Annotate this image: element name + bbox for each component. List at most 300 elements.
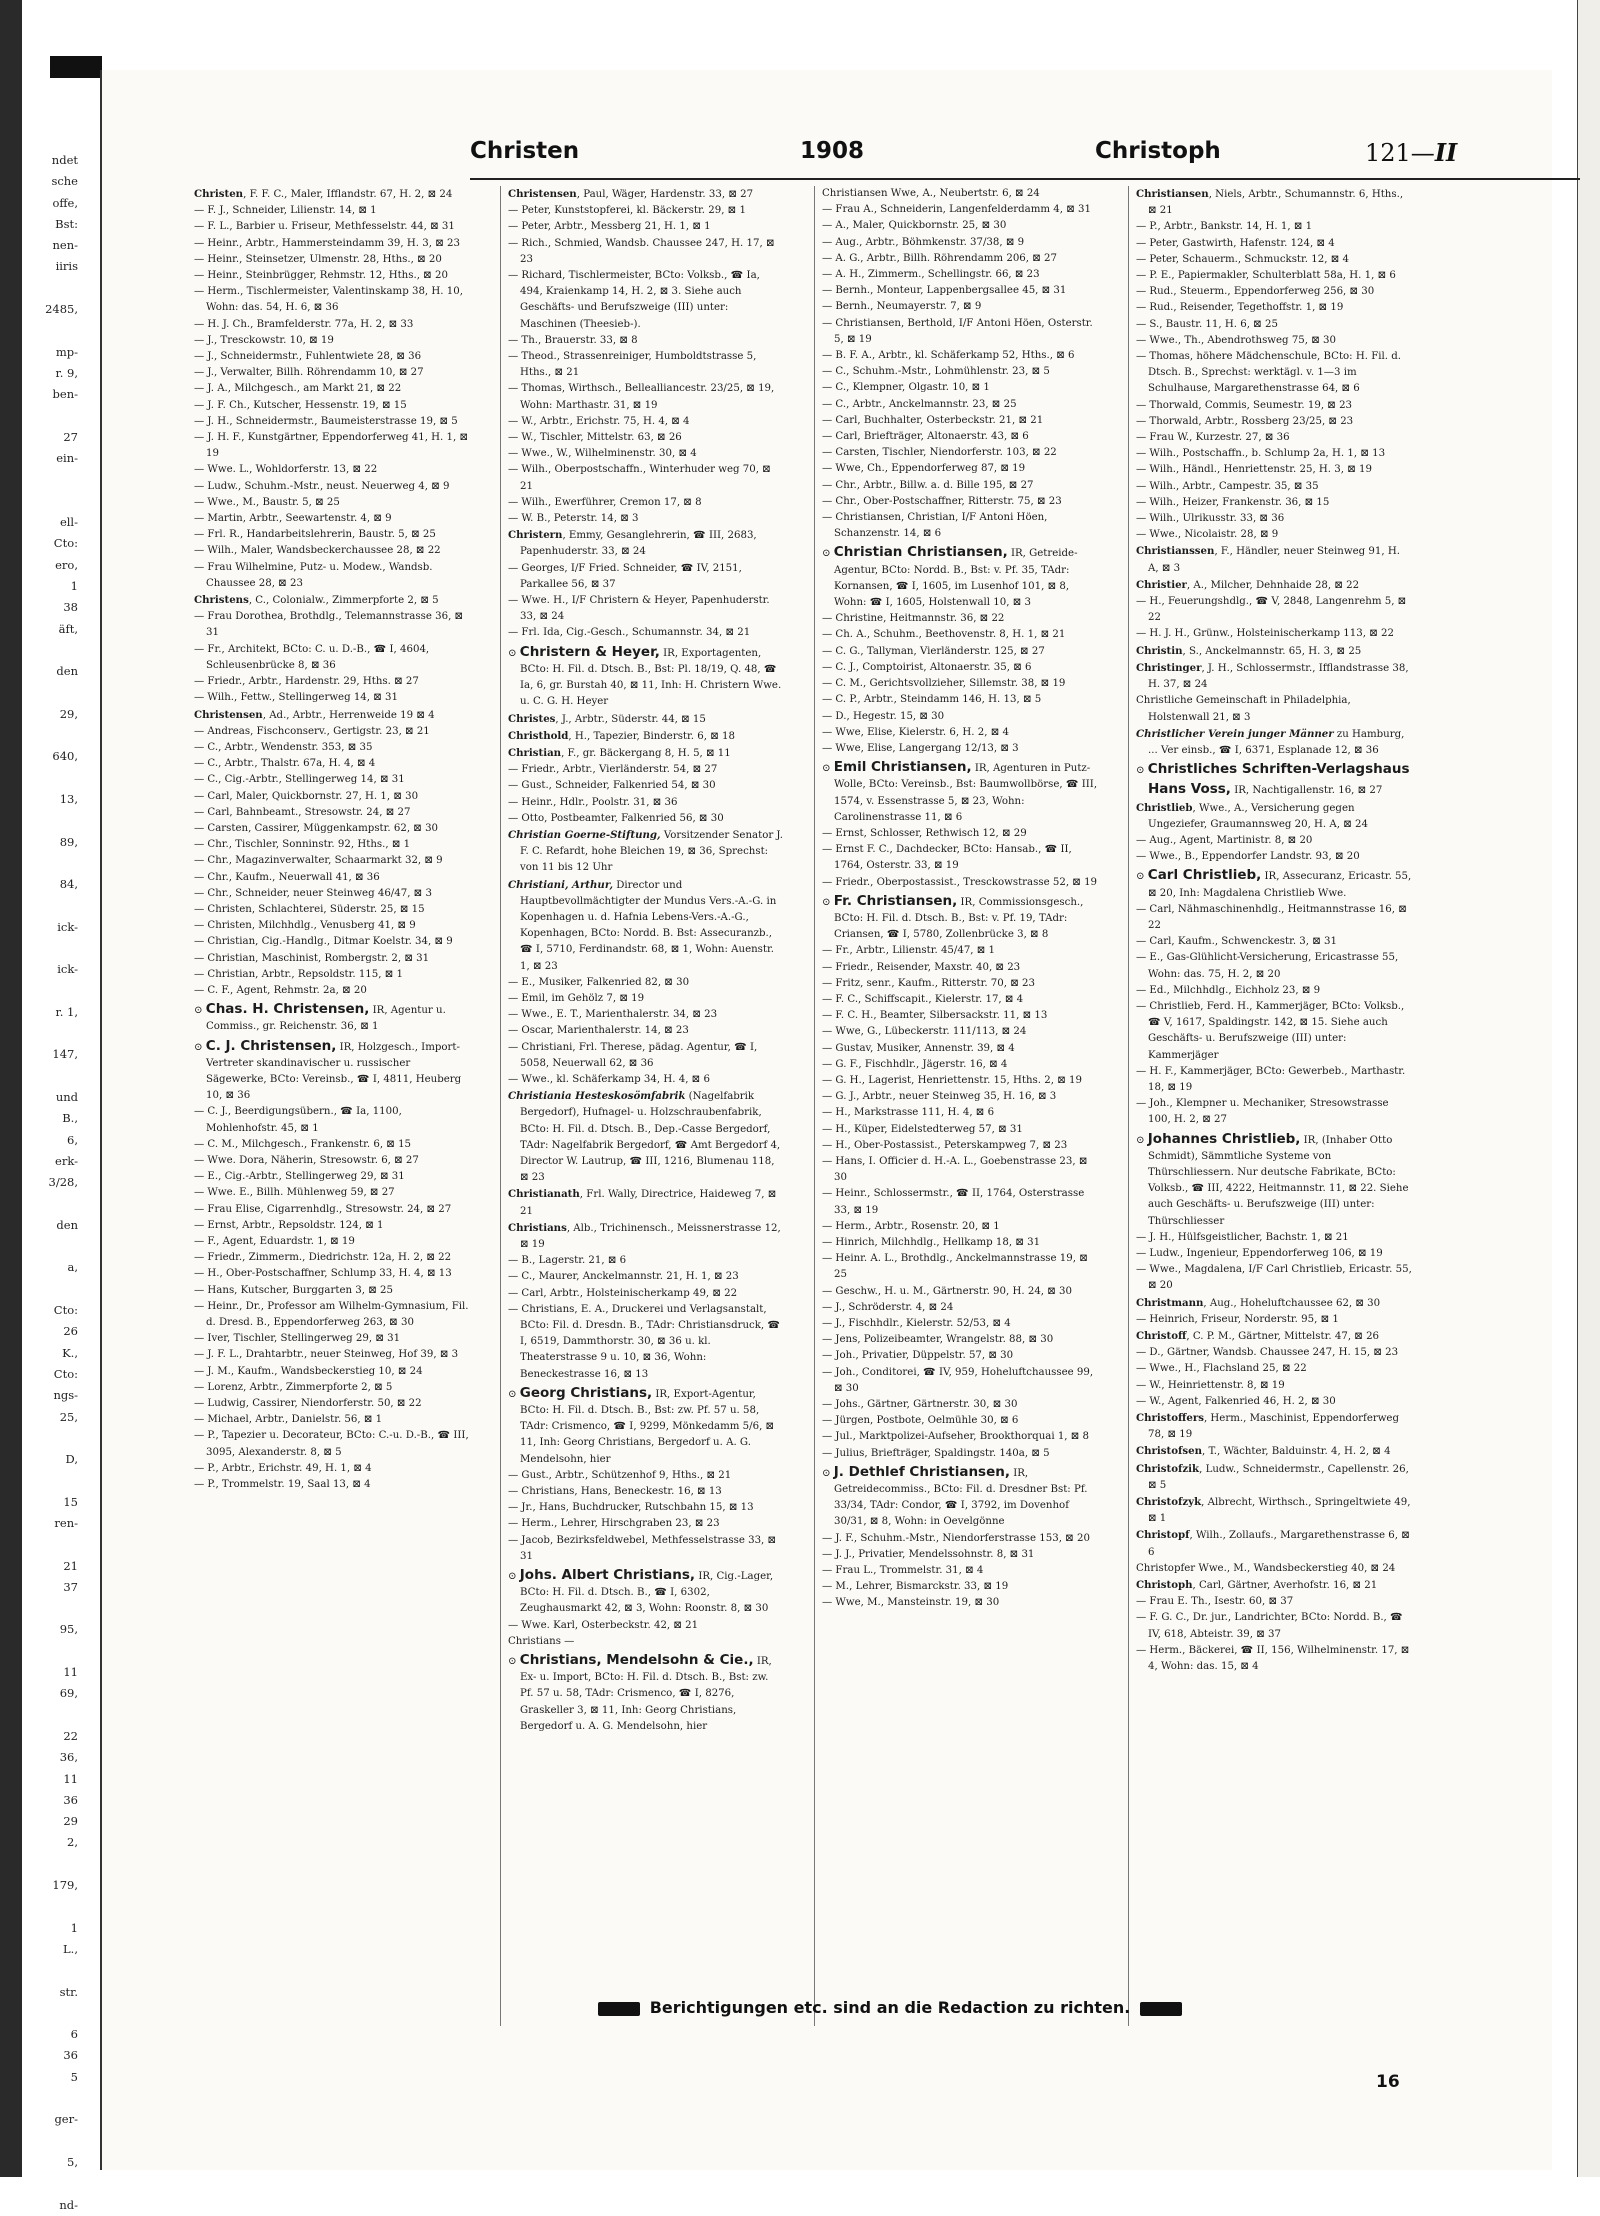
directory-entry: — Christian, Arbtr., Repsoldstr. 115, ⊠ 1 (194, 968, 403, 980)
margin-fragment (0, 1428, 78, 1449)
pointing-hand-icon (598, 2002, 640, 2016)
header-rule (470, 178, 1580, 180)
column-4 (1136, 186, 1412, 2026)
margin-fragment: 15 (63, 1494, 78, 1509)
directory-entry: — C. M., Gerichtsvollzieher, Sillemstr. 38, ⊠ 19 (822, 678, 1066, 690)
directory-entry: — Carl, Kaufm., Schwenckestr. 3, ⊠ 31 (1136, 936, 1337, 948)
directory-entry: — Chr., Tischler, Sonninstr. 92, Hths., ⊠ 1 (194, 839, 411, 851)
directory-entry: — Ernst, Arbtr., Repsoldstr. 124, ⊠ 1 (194, 1219, 384, 1231)
pointing-hand-icon (1140, 2002, 1182, 2016)
directory-entry: Christin, S., Anckelmannstr. 65, H. 3, ⊠ 25 (1136, 644, 1362, 657)
margin-fragment (0, 768, 78, 789)
directory-entry: — Heinr., Steinbrügger, Rehmstr. 12, Hths., ⊠ 20 (194, 270, 448, 282)
directory-entry: — Wilh., Fettw., Stellingerweg 14, ⊠ 31 (194, 692, 399, 704)
directory-entry: — Carl, Bahnbeamt., Stresowstr. 24, ⊠ 27 (194, 806, 411, 818)
directory-entry: ⊙ Christian Christiansen, IR, Getreide-Agentur, BCto: Nordd. B., Bst: v. Pf. 35, TAdr: Kornansen, ☎ I, 1605, im Lusenhof 101, ⊠ 8, Wohn: ☎ I, 1605, Holstenwall 10, ⊠ 3 (822, 544, 1078, 609)
directory-entry: Christliche Gemeinschaft in Philadelphia, Holstenwall 21, ⊠ 3 (1136, 695, 1351, 723)
directory-entry: Christern, Emmy, Gesanglehrerin, ☎ III, 2683, Papenhuderstr. 33, ⊠ 24 (508, 529, 757, 558)
directory-entry: ⊙ Christliches Schriften-Verlagshaus Hans Voss, IR, Nachtigallenstr. 16, ⊠ 27 (1136, 761, 1410, 798)
margin-fragment (0, 1470, 78, 1491)
directory-entry: — Wilh., Arbtr., Campestr. 35, ⊠ 35 (1136, 480, 1319, 492)
directory-entry: Christofsen, T., Wächter, Balduinstr. 4, H. 2, ⊠ 4 (1136, 1445, 1391, 1458)
margin-fragment: 22 (63, 1728, 78, 1743)
directory-entry: — Wilh., Oberpostschaffn., Winterhuder weg 70, ⊠ 21 (508, 464, 771, 492)
directory-entry: — Heinr., Schlossermstr., ☎ II, 1764, Osterstrasse 33, ⊠ 19 (822, 1188, 1085, 1216)
directory-entry: — F. J., Schneider, Lilienstr. 14, ⊠ 1 (194, 205, 377, 217)
directory-entry: — Gust., Arbtr., Schützenhof 9, Hths., ⊠ 21 (508, 1469, 732, 1481)
margin-fragment: ick- (57, 962, 78, 977)
directory-entry: — Heinrich, Friseur, Norderstr. 95, ⊠ 1 (1136, 1313, 1339, 1325)
directory-entry: — C., Klempner, Olgastr. 10, ⊠ 1 (822, 382, 990, 394)
directory-entry: Christianssen, F., Händler, neuer Steinweg 91, H. A, ⊠ 3 (1136, 545, 1400, 574)
directory-entry: — Ernst, Schlosser, Rethwisch 12, ⊠ 29 (822, 827, 1027, 839)
directory-entry: — Jürgen, Postbote, Oelmühle 30, ⊠ 6 (822, 1415, 1019, 1427)
directory-entry: Christianath, Frl. Wally, Directrice, Haideweg 7, ⊠ 21 (508, 1188, 777, 1217)
footer-text: Berichtigungen etc. sind an die Redaction zu richten. (649, 1998, 1131, 2017)
directory-entry: — Rich., Schmied, Wandsb. Chaussee 247, H. 17, ⊠ 23 (508, 237, 775, 265)
directory-entry: — W., Arbtr., Erichstr. 75, H. 4, ⊠ 4 (508, 415, 690, 427)
directory-entry: — Georges, I/F Fried. Schneider, ☎ IV, 2151, Parkallee 56, ⊠ 37 (508, 562, 742, 590)
column-divider (814, 186, 815, 2026)
directory-entry: Christoff, C. P. M., Gärtner, Mittelstr. 47, ⊠ 26 (1136, 1330, 1380, 1343)
directory-entry: ⊙ Chas. H. Christensen, IR, Agentur u. Commiss., gr. Reichenstr. 36, ⊠ 1 (194, 1001, 446, 1033)
directory-entry: — F. G. C., Dr. jur., Landrichter, BCto: Nordd. B., ☎ IV, 618, Abteistr. 39, ⊠ 37 (1136, 1612, 1403, 1640)
directory-entry: — Christen, Schlachterei, Süderstr. 25, ⊠ 15 (194, 903, 425, 915)
directory-entry: — Jens, Polizeibeamter, Wrangelstr. 88, ⊠ 30 (822, 1334, 1054, 1346)
directory-entry: — Wilh., Ulrikusstr. 33, ⊠ 36 (1136, 513, 1285, 525)
directory-entry: — Chr., Schneider, neuer Steinweg 46/47, ⊠ 3 (194, 887, 432, 899)
margin-fragment: 25, (59, 1409, 78, 1424)
column-2 (508, 186, 784, 2026)
directory-entry: — J. F. Ch., Kutscher, Hessenstr. 19, ⊠ 15 (194, 399, 407, 411)
directory-entry: — Joh., Klempner u. Mechaniker, Stresowstrasse 100, H. 2, ⊠ 27 (1136, 1098, 1389, 1126)
directory-entry: — Johs., Gärtner, Gärtnerstr. 30, ⊠ 30 (822, 1399, 1018, 1411)
directory-entry: — C. P., Arbtr., Steindamm 146, H. 13, ⊠ 5 (822, 694, 1042, 706)
directory-entry: — Chr., Arbtr., Billw. a. d. Bille 195, ⊠ 27 (822, 479, 1034, 491)
margin-fragment: 640, (52, 749, 78, 764)
sheet-number: 16 (1376, 2072, 1400, 2092)
margin-fragment: K., (62, 1345, 78, 1360)
directory-entry: Christlicher Verein junger Männer zu Hamburg, ... Ver einsb., ☎ I, 6371, Esplanade 12, ⊠ 36 (1136, 727, 1405, 756)
directory-entry: ⊙ Carl Christlieb, IR, Assecuranz, Ericastr. 55, ⊠ 20, Inh: Magdalena Christlieb Wwe. (1136, 867, 1412, 899)
directory-entry: — Carl, Briefträger, Altonaerstr. 43, ⊠ 6 (822, 431, 1029, 443)
header-last-name: Christoph (1095, 138, 1221, 164)
margin-fragment: 11 (63, 1665, 78, 1680)
directory-entry: — P. E., Papiermakler, Schulterblatt 58a, H. 1, ⊠ 6 (1136, 270, 1396, 282)
header-first-name: Christen (470, 138, 580, 164)
directory-entry: — Wwe, Elise, Kielerstr. 6, H. 2, ⊠ 4 (822, 726, 1009, 738)
directory-entry: — P., Trommelstr. 19, Saal 13, ⊠ 4 (194, 1479, 371, 1491)
margin-fragment: ben- (52, 387, 78, 402)
directory-entry: — C., Schuhm.-Mstr., Lohmühlenstr. 23, ⊠ 5 (822, 366, 1050, 378)
margin-fragment (0, 1960, 78, 1981)
margin-fragment (0, 725, 78, 746)
directory-entry: — Christlieb, Ferd. H., Kammerjäger, BCto: Volksb., ☎ V, 1617, Spaldingstr. 142, ⊠ 15. Siehe auch Geschäfts- u. Berufszweige (III) unter: Kammerjäger (1136, 1000, 1405, 1061)
margin-fragment (0, 1854, 78, 1875)
directory-entry: Christians, Alb., Trichinensch., Meissnerstrasse 12, ⊠ 19 (508, 1221, 781, 1250)
margin-fragment (0, 810, 78, 831)
directory-entry: — Christian, Maschinist, Rombergstr. 2, ⊠ 31 (194, 952, 430, 964)
directory-entry: — Ch. A., Schuhm., Beethovenstr. 8, H. 1, ⊠ 21 (822, 629, 1066, 641)
margin-fragment (0, 1023, 78, 1044)
margin-fragment: offe, (52, 195, 78, 210)
margin-fragment: ger- (54, 2112, 78, 2127)
margin-fragment: 5, (67, 2154, 78, 2169)
margin-fragment: 11 (63, 1771, 78, 1786)
directory-entry: — Chr., Kaufm., Neuerwall 41, ⊠ 36 (194, 871, 380, 883)
directory-entry: ⊙ Johannes Christlieb, IR, (Inhaber Otto Schmidt), Sämmtliche Systeme von Thürschliessern. Nur deutsche Fabrikate, BCto: Volksb., ☎ III, 4222, Heitmannstr. 11, ⊠ 22. Siehe auch Geschäfts- u. Berufszweige (III) unter: Thürschliesser (1136, 1130, 1409, 1227)
margin-fragment: 6, (67, 1132, 78, 1147)
directory-entry: — Peter, Kunststopferei, kl. Bäckerstr. 29, ⊠ 1 (508, 205, 746, 217)
directory-entry: — Christiansen, Berthold, I/F Antoni Höen, Osterstr. 5, ⊠ 19 (822, 317, 1093, 345)
directory-entry: — B., Lagerstr. 21, ⊠ 6 (508, 1255, 627, 1267)
directory-entry: — Christen, Milchhdlg., Venusberg 41, ⊠ 9 (194, 920, 416, 932)
directory-entry: ⊙ Georg Christians, IR, Export-Agentur, BCto: H. Fil. d. Dtsch. B., Bst: zw. Pf. 57 u. 58, TAdr: Crismenco, ☎ I, 9299, Mönkedamm 5/6, ⊠ 11, Inh: Georg Christians, Bergedorf u. A. G. Mendelsohn, hier (508, 1384, 775, 1465)
directory-entry: — C. G., Tallyman, Vierländerstr. 125, ⊠ 27 (822, 645, 1045, 657)
directory-entry: — Jacob, Bezirksfeldwebel, Methfesselstrasse 33, ⊠ 31 (508, 1534, 777, 1562)
directory-entry: — H., Küper, Eidelstedterweg 57, ⊠ 31 (822, 1123, 1023, 1135)
directory-entry: — Bernh., Neumayerstr. 7, ⊠ 9 (822, 301, 982, 313)
margin-fragment (0, 895, 78, 916)
directory-entry: Christensen, Paul, Wäger, Hardenstr. 33, ⊠ 27 (508, 188, 754, 200)
directory-entry: — Ed., Milchhdlg., Eichholz 23, ⊠ 9 (1136, 984, 1321, 996)
directory-entry: Christensen, Ad., Arbtr., Herrenweide 19 ⊠ 4 (194, 708, 435, 721)
margin-fragment: r. 1, (55, 1004, 78, 1019)
margin-fragment (0, 853, 78, 874)
directory-entry: — Carl, Maler, Quickbornstr. 27, H. 1, ⊠ 30 (194, 790, 419, 802)
directory-entry: — J. H., Schneidermstr., Baumeisterstrasse 19, ⊠ 5 (194, 415, 458, 427)
directory-entry: — Wwe. H., I/F Christern & Heyer, Papenhuderstr. 33, ⊠ 24 (508, 595, 770, 623)
directory-entry: — A., Maler, Quickbornstr. 25, ⊠ 30 (822, 220, 1007, 232)
margin-fragment (0, 938, 78, 959)
margin-fragment: 2, (67, 1835, 78, 1850)
directory-entry: — P., Arbtr., Erichstr. 49, H. 1, ⊠ 4 (194, 1462, 372, 1474)
directory-entry: ⊙ Fr. Christiansen, IR, Commissionsgesch., BCto: H. Fil. d. Dtsch. B., Bst: v. Pf. 19, TAdr: Criansen, ☎ I, 5780, Zollenbrücke 3, ⊠ 8 (822, 892, 1084, 941)
directory-entry: — J., Schröderstr. 4, ⊠ 24 (822, 1301, 954, 1313)
margin-fragment: str. (59, 1984, 78, 1999)
directory-entry: — C., Maurer, Anckelmannstr. 21, H. 1, ⊠ 23 (508, 1271, 739, 1283)
scan-edge-right (1577, 0, 1600, 2177)
margin-fragment: 5 (70, 2069, 78, 2084)
margin-fragment (0, 682, 78, 703)
margin-fragment: 1 (70, 578, 78, 593)
directory-entry: — S., Baustr. 11, H. 6, ⊠ 25 (1136, 318, 1278, 330)
directory-entry: — H. J. Ch., Bramfelderstr. 77a, H. 2, ⊠ 33 (194, 318, 414, 330)
directory-entry: — Otto, Postbeamter, Falkenried 56, ⊠ 30 (508, 812, 724, 824)
margin-fragment: 1 (70, 1920, 78, 1935)
margin-fragment: 38 (63, 600, 78, 615)
directory-entry: Christiania Hesteskosömfabrik (Nagelfabrik Bergedorf), Hufnagel- u. Holzschraubenfabrik, BCto: H. Fil. d. Dtsch. B., Dep.-Casse Bergedorf, TAdr: Nagelfabrik Bergedorf, ☎ Amt Bergedorf 4, Director W. Lautrup, ☎ III, 1216, Blumenau 118, ⊠ 23 (508, 1090, 781, 1184)
directory-entry: — Rud., Steuerm., Eppendorferweg 256, ⊠ 30 (1136, 286, 1375, 298)
directory-entry: — J. J., Privatier, Mendelssohnstr. 8, ⊠ 31 (822, 1548, 1035, 1560)
directory-entry: — M., Lehrer, Bismarckstr. 33, ⊠ 19 (822, 1581, 1009, 1593)
directory-entry: — C., Arbtr., Wendenstr. 353, ⊠ 35 (194, 741, 373, 753)
directory-entry: — Fr., Arbtr., Lilienstr. 45/47, ⊠ 1 (822, 945, 996, 957)
margin-fragment: 89, (59, 834, 78, 849)
directory-entry: — Hans, Kutscher, Burggarten 3, ⊠ 25 (194, 1284, 393, 1296)
margin-fragment (0, 1236, 78, 1257)
directory-entry: — Ernst F. C., Dachdecker, BCto: Hansab., ☎ II, 1764, Osterstr. 33, ⊠ 19 (822, 844, 1072, 872)
directory-entry: — Heinr., Dr., Professor am Wilhelm-Gymnasium, Fil. d. Dresd. B., Eppendorferweg 263, ⊠ 30 (194, 1300, 469, 1329)
directory-entry: — H. J. H., Grünw., Holsteinischerkamp 113, ⊠ 22 (1136, 628, 1394, 640)
margin-fragment: Bst: (55, 216, 78, 231)
directory-entry: — Frau Dorothea, Brothdlg., Telemannstrasse 36, ⊠ 31 (194, 611, 464, 639)
directory-entry: — Carl, Arbtr., Holsteinischerkamp 49, ⊠ 22 (508, 1287, 738, 1299)
margin-fragment: 3/28, (48, 1175, 78, 1190)
directory-entry: — F. C., Schiffscapit., Kielerstr. 17, ⊠ 4 (822, 993, 1024, 1005)
directory-entry: — J. H., Hülfsgeistlicher, Bachstr. 1, ⊠ 21 (1136, 1231, 1349, 1243)
directory-entry: — J., Schneidermstr., Fuhlentwiete 28, ⊠ 36 (194, 351, 422, 363)
directory-entry: — Wwe., Nicolaistr. 28, ⊠ 9 (1136, 529, 1279, 541)
directory-entry: — Wwe. L., Wohldorferstr. 13, ⊠ 22 (194, 464, 378, 476)
margin-fragment (0, 278, 78, 299)
directory-entry: — Wwe., M., Baustr. 5, ⊠ 25 (194, 496, 340, 508)
margin-fragment: den (56, 1217, 78, 1232)
margin-fragment: ick- (57, 919, 78, 934)
directory-entry: — Wwe, Ch., Eppendorferweg 87, ⊠ 19 (822, 463, 1026, 475)
header-year: 1908 (800, 138, 865, 164)
directory-entry: — Th., Brauerstr. 33, ⊠ 8 (508, 334, 638, 346)
directory-entry: — J. A., Milchgesch., am Markt 21, ⊠ 22 (194, 383, 402, 395)
directory-entry: — Fritz, senr., Kaufm., Ritterstr. 70, ⊠ 23 (822, 977, 1035, 989)
directory-entry: — G. J., Arbtr., neuer Steinweg 35, H. 16, ⊠ 3 (822, 1091, 1057, 1103)
directory-entry: — J. H. F., Kunstgärtner, Eppendorferweg 41, H. 1, ⊠ 19 (194, 432, 469, 460)
margin-fragment: B., (62, 1111, 78, 1126)
directory-entry: — Frau A., Schneiderin, Langenfelderdamm 4, ⊠ 31 (822, 204, 1091, 216)
directory-entry: — B. F. A., Arbtr., kl. Schäferkamp 52, Hths., ⊠ 6 (822, 350, 1075, 362)
directory-entry: — Frau Wilhelmine, Putz- u. Modew., Wandsb. Chaussee 28, ⊠ 23 (194, 561, 433, 589)
directory-entry: Christmann, Aug., Hoheluftchaussee 62, ⊠ 30 (1136, 1296, 1381, 1309)
directory-entry: — Andreas, Fischconserv., Gertigstr. 23, ⊠ 21 (194, 725, 430, 737)
margin-fragment (0, 1896, 78, 1917)
directory-entry: — W., Heinriettenstr. 8, ⊠ 19 (1136, 1379, 1285, 1391)
directory-entry: — Frau W., Kurzestr. 27, ⊠ 36 (1136, 432, 1290, 444)
directory-entry: — G. F., Fischhdlr., Jägerstr. 16, ⊠ 4 (822, 1058, 1008, 1070)
directory-entry: — Gustav, Musiker, Annenstr. 39, ⊠ 4 (822, 1042, 1015, 1054)
margin-fragment (0, 981, 78, 1002)
directory-entry: — Richard, Tischlermeister, BCto: Volksb., ☎ Ia, 494, Kraienkamp 14, H. 2, ⊠ 3. Siehe auch Geschäfts- und Berufszweige (III) unter: Maschinen (Theesieb-). (508, 270, 760, 330)
header-page-number: 121—II (1365, 138, 1458, 167)
margin-fragment: und (55, 1090, 78, 1105)
margin-fragment: 13, (59, 791, 78, 806)
directory-entry: ⊙ Emil Christiansen, IR, Agenturen in Putz-Wolle, BCto: Vereinsb., Bst: Baumwollbörse, ☎ III, 1574, v. Essenstrasse 5, ⊠ 23, Wohn: Carolinenstrasse 11, ⊠ 6 (822, 759, 1098, 823)
directory-entry: — Wilh., Maler, Wandsbeckerchaussee 28, ⊠ 22 (194, 545, 441, 557)
directory-entry: — Aug., Agent, Martinistr. 8, ⊠ 20 (1136, 834, 1313, 846)
directory-entry: — Fr., Architekt, BCto: C. u. D.-B., ☎ I, 4604, Schleusenbrücke 8, ⊠ 36 (194, 643, 430, 671)
margin-fragment: Cto: (53, 1303, 78, 1318)
margin-fragment: L., (63, 1941, 78, 1956)
margin-fragment: erk- (55, 1153, 78, 1168)
directory-entry: — Wwe., H., Flachsland 25, ⊠ 22 (1136, 1363, 1307, 1375)
directory-entry: — Ludw., Schuhm.-Mstr., neust. Neuerweg 4, ⊠ 9 (194, 480, 450, 492)
directory-entry: — Wwe., B., Eppendorfer Landstr. 93, ⊠ 20 (1136, 851, 1360, 863)
directory-entry: ⊙ Johs. Albert Christians, IR, Cig.-Lager, BCto: H. Fil. d. Dtsch. B., ☎ I, 6302, Zeughausmarkt 42, ⊠ 3, Wohn: Roonstr. 8, ⊠ 30 (508, 1567, 774, 1615)
margin-fragment (0, 1534, 78, 1555)
directory-entry: — Joh., Privatier, Düppelstr. 57, ⊠ 30 (822, 1350, 1014, 1362)
directory-entry: Christes, J., Arbtr., Süderstr. 44, ⊠ 15 (508, 712, 706, 725)
column-3 (822, 186, 1098, 2026)
directory-entry: — Heinr. A. L., Brothdlg., Anckelmannstrasse 19, ⊠ 25 (822, 1253, 1088, 1281)
directory-entry: — F. C. H., Beamter, Silbersackstr. 11, ⊠ 13 (822, 1010, 1048, 1022)
margin-fragment: mp- (55, 344, 78, 359)
directory-entry: — Friedr., Arbtr., Hardenstr. 29, Hths. ⊠ 27 (194, 676, 419, 688)
directory-entry: — Carl, Nähmaschinenhdlg., Heitmannstrasse 16, ⊠ 22 (1136, 903, 1407, 931)
directory-entry: — Julius, Briefträger, Spaldingstr. 140a, ⊠ 5 (822, 1447, 1050, 1459)
directory-entry: — H., Markstrasse 111, H. 4, ⊠ 6 (822, 1107, 995, 1119)
directory-entry: — E., Cig.-Arbtr., Stellingerweg 29, ⊠ 31 (194, 1171, 405, 1183)
directory-entry: — Wwe., E. T., Marienthalerstr. 34, ⊠ 23 (508, 1009, 718, 1021)
margin-fragment: ein- (56, 451, 78, 466)
margin-fragment: sche (51, 174, 78, 189)
directory-entry: — Peter, Schauerm., Schmuckstr. 12, ⊠ 4 (1136, 253, 1349, 265)
directory-entry: — Wwe., kl. Schäferkamp 34, H. 4, ⊠ 6 (508, 1073, 710, 1085)
margin-fragment: r. 9, (55, 365, 78, 380)
margin-fragment: 27 (63, 429, 78, 444)
directory-entry: — Rud., Reisender, Tegethoffstr. 1, ⊠ 19 (1136, 302, 1344, 314)
directory-entry: Christhold, H., Tapezier, Binderstr. 6, ⊠ 18 (508, 729, 735, 742)
column-divider (500, 186, 501, 2026)
directory-entry: — Thorwald, Commis, Seumestr. 19, ⊠ 23 (1136, 399, 1353, 411)
directory-entry: Christinger, J. H., Schlossermstr., Ifflandstrasse 38, H. 37, ⊠ 24 (1136, 661, 1409, 691)
margin-fragment (0, 1705, 78, 1726)
corner-mark (50, 56, 102, 78)
directory-entry: — Jr., Hans, Buchdrucker, Rutschbahn 15, ⊠ 13 (508, 1502, 754, 1514)
directory-entry: — C. J., Beerdigungsübern., ☎ Ia, 1100, Mohlenhofstr. 45, ⊠ 1 (194, 1106, 402, 1134)
facing-page-margin (0, 150, 78, 2216)
directory-entry: — H. F., Kammerjäger, BCto: Gewerbeb., Marthastr. 18, ⊠ 19 (1136, 1065, 1406, 1093)
margin-fragment: ell- (59, 515, 78, 530)
directory-entry: — Peter, Arbtr., Messberg 21, H. 1, ⊠ 1 (508, 221, 711, 233)
directory-entry: — E., Musiker, Falkenried 82, ⊠ 30 (508, 976, 690, 988)
directory-entry: — F., Agent, Eduardstr. 1, ⊠ 19 (194, 1236, 355, 1247)
directory-entry: — H., Ober-Postassist., Peterskampweg 7, ⊠ 23 (822, 1139, 1068, 1151)
margin-fragment (0, 2003, 78, 2024)
directory-entry: — C., Arbtr., Anckelmannstr. 23, ⊠ 25 (822, 398, 1017, 410)
directory-entry: — Frau E. Th., Isestr. 60, ⊠ 37 (1136, 1596, 1294, 1608)
directory-entry: — Lorenz, Arbtr., Zimmerpforte 2, ⊠ 5 (194, 1381, 393, 1393)
directory-entry: — Wwe, Elise, Langergang 12/13, ⊠ 3 (822, 742, 1019, 754)
directory-entry: — C. J., Comptoirist, Altonaerstr. 35, ⊠ 6 (822, 661, 1032, 673)
directory-entry: — Herm., Arbtr., Rosenstr. 20, ⊠ 1 (822, 1220, 1000, 1232)
directory-entry: — J. M., Kaufm., Wandsbeckerstieg 10, ⊠ 24 (194, 1365, 423, 1377)
directory-entry: — Heinr., Arbtr., Hammersteindamm 39, H. 3, ⊠ 23 (194, 237, 460, 249)
margin-fragment: 2485, (45, 302, 78, 317)
directory-entry: — Jul., Marktpolizei-Aufseher, Brookthorquai 1, ⊠ 8 (822, 1431, 1090, 1443)
margin-fragment: 37 (63, 1579, 78, 1594)
directory-entry: Christiani, Arthur, Director und Hauptbevollmächtigter der Mundus Vers.-A.-G. in Kopenhagen u. d. Hafnia Lebens-Vers.-A.-G., Kopenhagen, BCto: Nordd. B. Bst: Assecuranzb., ☎ I, 5710, Ferdinandstr. 68, ⊠ 1, Wohn: Auenstr. 1, ⊠ 23 (508, 878, 777, 972)
directory-entry: — Michael, Arbtr., Danielstr. 56, ⊠ 1 (194, 1414, 383, 1426)
directory-entry: — Geschw., H. u. M., Gärtnerstr. 90, H. 24, ⊠ 30 (822, 1285, 1073, 1297)
directory-entry: — J., Fischhdlr., Kielerstr. 52/53, ⊠ 4 (822, 1318, 1011, 1330)
margin-fragment (0, 2088, 78, 2109)
directory-entry: — Christian, Cig.-Handlg., Ditmar Koelstr. 34, ⊠ 9 (194, 936, 453, 948)
margin-fragment: 95, (59, 1622, 78, 1637)
directory-entry: — Friedr., Zimmerm., Diedrichstr. 12a, H. 2, ⊠ 22 (194, 1252, 452, 1264)
directory-entry: — G. H., Lagerist, Henriettenstr. 15, Hths. 2, ⊠ 19 (822, 1074, 1082, 1086)
column-1 (194, 186, 470, 2026)
directory-entry: — D., Hegestr. 15, ⊠ 30 (822, 710, 945, 722)
directory-entry: Christian, F., gr. Bäckergang 8, H. 5, ⊠ 11 (508, 746, 731, 759)
directory-entry: — Friedr., Reisender, Maxstr. 40, ⊠ 23 (822, 961, 1021, 973)
margin-fragment (0, 2173, 78, 2194)
margin-fragment (0, 640, 78, 661)
directory-entry: ⊙ Christern & Heyer, IR, Exportagenten, BCto: H. Fil. d. Dtsch. B., Bst: Pl. 18/19, Q. 48, ☎ Ia, 6, gr. Burstah 40, ⊠ 11, Inh: H. Christern Wwe. u. C. G. H. Heyer (508, 643, 782, 708)
directory-entry: — Wilh., Ewerführer, Cremon 17, ⊠ 8 (508, 496, 702, 508)
margin-fragment: ero, (55, 557, 78, 572)
directory-entry: — Chr., Ober-Postschaffner, Ritterstr. 75, ⊠ 23 (822, 495, 1062, 507)
directory-entry: — Heinr., Hdlr., Poolstr. 31, ⊠ 36 (508, 796, 678, 808)
directory-entry: — F. L., Barbier u. Friseur, Methfesselstr. 44, ⊠ 31 (194, 221, 455, 233)
margin-fragment: äft, (58, 621, 78, 636)
directory-entry: — C., Arbtr., Thalstr. 67a, H. 4, ⊠ 4 (194, 758, 376, 770)
directory-entry: — Carsten, Cassirer, Müggenkampstr. 62, ⊠ 30 (194, 822, 439, 834)
directory-entry: — J., Tresckowstr. 10, ⊠ 19 (194, 334, 334, 346)
directory-entry: — Wwe, M., Mansteinstr. 19, ⊠ 30 (822, 1597, 1000, 1609)
margin-fragment: ren- (54, 1516, 78, 1530)
directory-entry: — J. F., Schuhm.-Mstr., Niendorferstrasse 153, ⊠ 20 (822, 1532, 1090, 1544)
directory-entry: Christofzik, Ludw., Schneidermstr., Capellenstr. 26, ⊠ 5 (1136, 1462, 1409, 1491)
directory-entry: — Christians, E. A., Druckerei und Verlagsanstalt, BCto: Fil. d. Dresdn. B., TAdr: Christiansdruck, ☎ I, 6519, Dammthorstr. 30, ⊠ 36 u. kl. Theaterstrasse 9 u. 10, ⊠ 36, Wohn: Beneckestrasse 16, ⊠ 13 (508, 1303, 781, 1380)
margin-fragment: 69, (59, 1686, 78, 1701)
directory-entry: — Christiani, Frl. Therese, pädag. Agentur, ☎ I, 5058, Neuerwall 62, ⊠ 36 (508, 1041, 758, 1069)
margin-fragment: 21 (63, 1558, 78, 1573)
margin-fragment (0, 1194, 78, 1215)
directory-entry: Christofzyk, Albrecht, Wirthsch., Springeltwiete 49, ⊠ 1 (1136, 1496, 1411, 1525)
directory-entry: — C. F., Agent, Rehmstr. 2a, ⊠ 20 (194, 984, 367, 996)
directory-entry: — Wwe. Karl, Osterbeckstr. 42, ⊠ 21 (508, 1619, 699, 1631)
margin-fragment: iiris (55, 259, 78, 274)
directory-entry: — W., Agent, Falkenried 46, H. 2, ⊠ 30 (1136, 1395, 1336, 1407)
directory-entry: — Frau L., Trommelstr. 31, ⊠ 4 (822, 1565, 984, 1577)
margin-fragment (0, 1641, 78, 1662)
directory-entry: Christier, A., Milcher, Dehnhaide 28, ⊠ 22 (1136, 578, 1360, 591)
directory-entry: — Emil, im Gehölz 7, ⊠ 19 (508, 992, 645, 1004)
margin-fragment: nd- (59, 2197, 78, 2212)
directory-entry: — J., Verwalter, Billh. Röhrendamm 10, ⊠ 27 (194, 367, 424, 379)
directory-entry: — Wwe, G., Lübeckerstr. 111/113, ⊠ 24 (822, 1026, 1027, 1038)
directory-entry: Christlieb, Wwe., A., Versicherung gegen Ungeziefer, Graumannsweg 20, H. A, ⊠ 24 (1136, 801, 1368, 830)
margin-fragment: Cto: (53, 1366, 78, 1381)
margin-fragment: 36 (63, 2048, 78, 2063)
directory-entry: — W. B., Peterstr. 14, ⊠ 3 (508, 513, 639, 525)
directory-entry: — Ludw., Ingenieur, Eppendorferweg 106, ⊠ 19 (1136, 1248, 1383, 1259)
directory-entry: — Wwe., Th., Abendrothsweg 75, ⊠ 30 (1136, 334, 1336, 346)
margin-fragment (0, 406, 78, 427)
directory-entry: — Wilh., Händl., Henriettenstr. 25, H. 3, ⊠ 19 (1136, 464, 1372, 476)
directory-entry: — A. G., Arbtr., Billh. Röhrendamm 206, ⊠ 27 (822, 252, 1057, 264)
directory-entry: — Chr., Magazinverwalter, Schaarmarkt 32, ⊠ 9 (194, 855, 443, 867)
margin-fragment: 36 (63, 1792, 78, 1807)
directory-entry: — Aug., Arbtr., Böhmkenstr. 37/38, ⊠ 9 (822, 236, 1025, 248)
footer-notice (480, 1998, 1300, 2017)
directory-entry: Christiansen, Niels, Arbtr., Schumannstr. 6, Hths., ⊠ 21 (1136, 188, 1404, 217)
directory-entry: ⊙ C. J. Christensen, IR, Holzgesch., Import-Vertreter skandinavischer u. russischer Sägewerke, BCto: Vereinsb., ☎ I, 4811, Heuberg 10, ⊠ 36 (194, 1037, 462, 1102)
directory-entry: — E., Gas-Glühlicht-Versicherung, Ericastrasse 55, Wohn: das. 75, H. 2, ⊠ 20 (1136, 952, 1399, 980)
directory-entry: — Martin, Arbtr., Seewartenstr. 4, ⊠ 9 (194, 513, 392, 525)
margin-fragment (0, 491, 78, 512)
directory-entry: — Wwe., Magdalena, I/F Carl Christlieb, Ericastr. 55, ⊠ 20 (1136, 1264, 1412, 1292)
directory-entry: Christiansen Wwe, A., Neubertstr. 6, ⊠ 24 (822, 188, 1040, 199)
margin-fragment (0, 1279, 78, 1300)
margin-fragment (0, 320, 78, 341)
directory-entry: — Christiansen, Christian, I/F Antoni Höen, Schanzenstr. 14, ⊠ 6 (822, 512, 1048, 540)
margin-fragment: 26 (63, 1324, 78, 1339)
directory-entry: — A. H., Zimmerm., Schellingstr. 66, ⊠ 23 (822, 269, 1040, 281)
margin-fragment: 84, (59, 877, 78, 892)
directory-entry: — D., Gärtner, Wandsb. Chaussee 247, H. 15, ⊠ 23 (1136, 1347, 1399, 1359)
directory-entry: — Frl. R., Handarbeitslehrerin, Baustr. 5, ⊠ 25 (194, 529, 436, 541)
directory-entry: — Wwe. Dora, Näherin, Stresowstr. 6, ⊠ 27 (194, 1154, 419, 1166)
